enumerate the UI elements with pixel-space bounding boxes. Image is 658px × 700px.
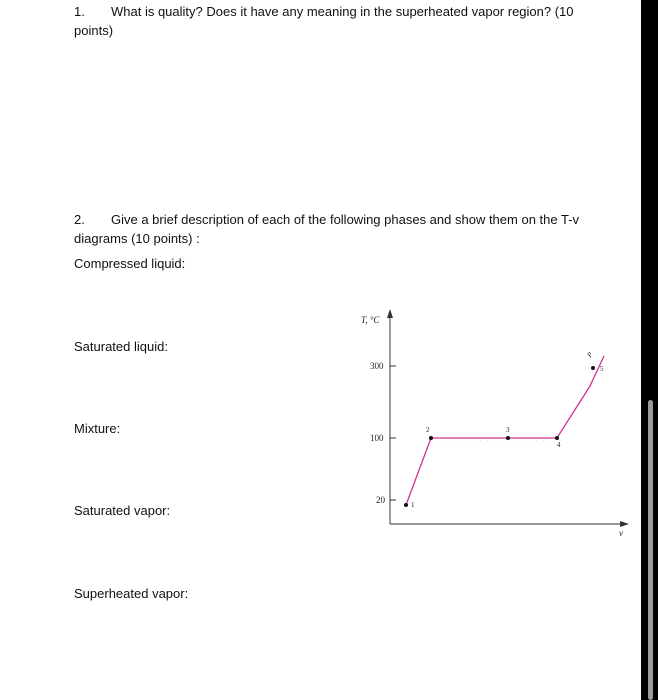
label-compressed-liquid: Compressed liquid: xyxy=(74,256,186,271)
state-point-3 xyxy=(506,436,510,440)
label-superheated-vapor: Superheated vapor: xyxy=(74,586,189,601)
point-label-3: 3 xyxy=(506,426,510,434)
label-saturated-vapor: Saturated vapor: xyxy=(74,503,171,518)
question-2-text: Give a brief description of each of the following phases and show them on the T-v xyxy=(111,212,580,227)
point-label-1: 1 xyxy=(411,501,415,509)
point-label-4: 4 xyxy=(557,441,561,449)
scrollbar[interactable] xyxy=(648,400,653,700)
question-1-number: 1. xyxy=(74,4,85,19)
state-point-2 xyxy=(429,436,433,440)
tick-label-20: 20 xyxy=(376,495,385,505)
question-1-text: What is quality? Does it have any meaning in the superheated vapor region? (10 xyxy=(111,4,574,19)
process-curve xyxy=(406,356,604,505)
tick-label-100: 100 xyxy=(370,433,384,443)
state-point-1 xyxy=(404,503,408,507)
pressure-label: P xyxy=(585,350,595,359)
state-point-4 xyxy=(555,436,559,440)
x-axis-label: v xyxy=(619,528,623,538)
label-saturated-liquid: Saturated liquid: xyxy=(74,339,168,354)
x-axis-arrow-icon xyxy=(620,521,629,527)
question-2-number: 2. xyxy=(74,212,85,227)
question-1-text-cont: points) xyxy=(74,23,114,38)
tick-label-300: 300 xyxy=(370,361,384,371)
y-axis-label: T, °C xyxy=(361,315,380,325)
point-label-5: 5 xyxy=(600,365,604,373)
point-label-2: 2 xyxy=(426,426,430,434)
state-point-5 xyxy=(591,366,595,370)
question-2-text-cont: diagrams (10 points) : xyxy=(74,231,200,246)
label-mixture: Mixture: xyxy=(74,421,121,436)
y-axis-arrow-icon xyxy=(387,309,393,318)
